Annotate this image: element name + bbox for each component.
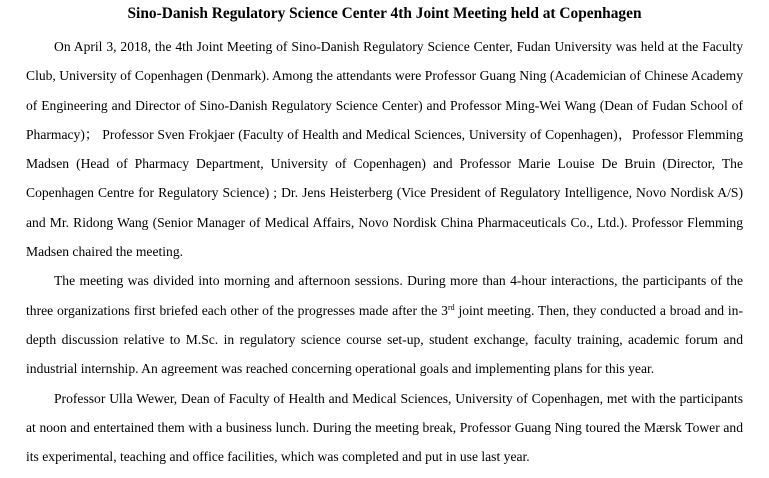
- ordinal-superscript: rd: [447, 302, 455, 312]
- paragraph-2-text-end: joint meeting. Then, they conducted a broad and in-depth discussion relative to M.Sc. in regulatory science course set-up, student exchange, faculty training, academic forum and industrial internship. An agreement was reached concerning operational goals and implementing plans for this year.: [26, 302, 743, 377]
- article-paragraph-1: On April 3, 2018, the 4th Joint Meeting of Sino-Danish Regulatory Science Center, Fudan University was held at the Faculty Club, University of Copenhagen (Denmark). Among the attendants were Professor Guang Ning (Academician of Chinese Academy of Engineering and Director of Sino-Danish Regulatory Science Center) and Professor Ming-Wei Wang (Dean of Fudan School of Pharmacy)； Professor Sven Frokjaer (Faculty of Health and Medical Sciences, University of Copenhagen)，Professor Flemming Madsen (Head of Pharmacy Department, University of Copenhagen) and Professor Marie Louise De Bruin (Director, The Copenhagen Centre for Regulatory Science) ; Dr. Jens Heisterberg (Vice President of Regulatory Intelligence, Novo Nordisk A/S) and Mr. Ridong Wang (Senior Manager of Medical Affairs, Novo Nordisk China Pharmaceuticals Co., Ltd.). Professor Flemming Madsen chaired the meeting.: [26, 39, 743, 260]
- article-paragraph-3: Professor Ulla Wewer, Dean of Faculty of Health and Medical Sciences, University of Copenhagen, met with the participants at noon and entertained them with a business lunch. During the meeting break, Professor Guang Ning toured the Mærsk Tower and its experimental, teaching and office facilities, which was completed and put in use last year.: [26, 390, 743, 465]
- article-paragraph-2: [26, 266, 743, 383]
- paragraph-2-text-start: The meeting was divided into morning and afternoon sessions. During more than 4-hour interactions, the participants of the three organizations first briefed each other of the progresses made after the 3: [26, 273, 743, 318]
- article-title: Sino-Danish Regulatory Science Center 4th Joint Meeting held at Copenhagen: [127, 5, 642, 22]
